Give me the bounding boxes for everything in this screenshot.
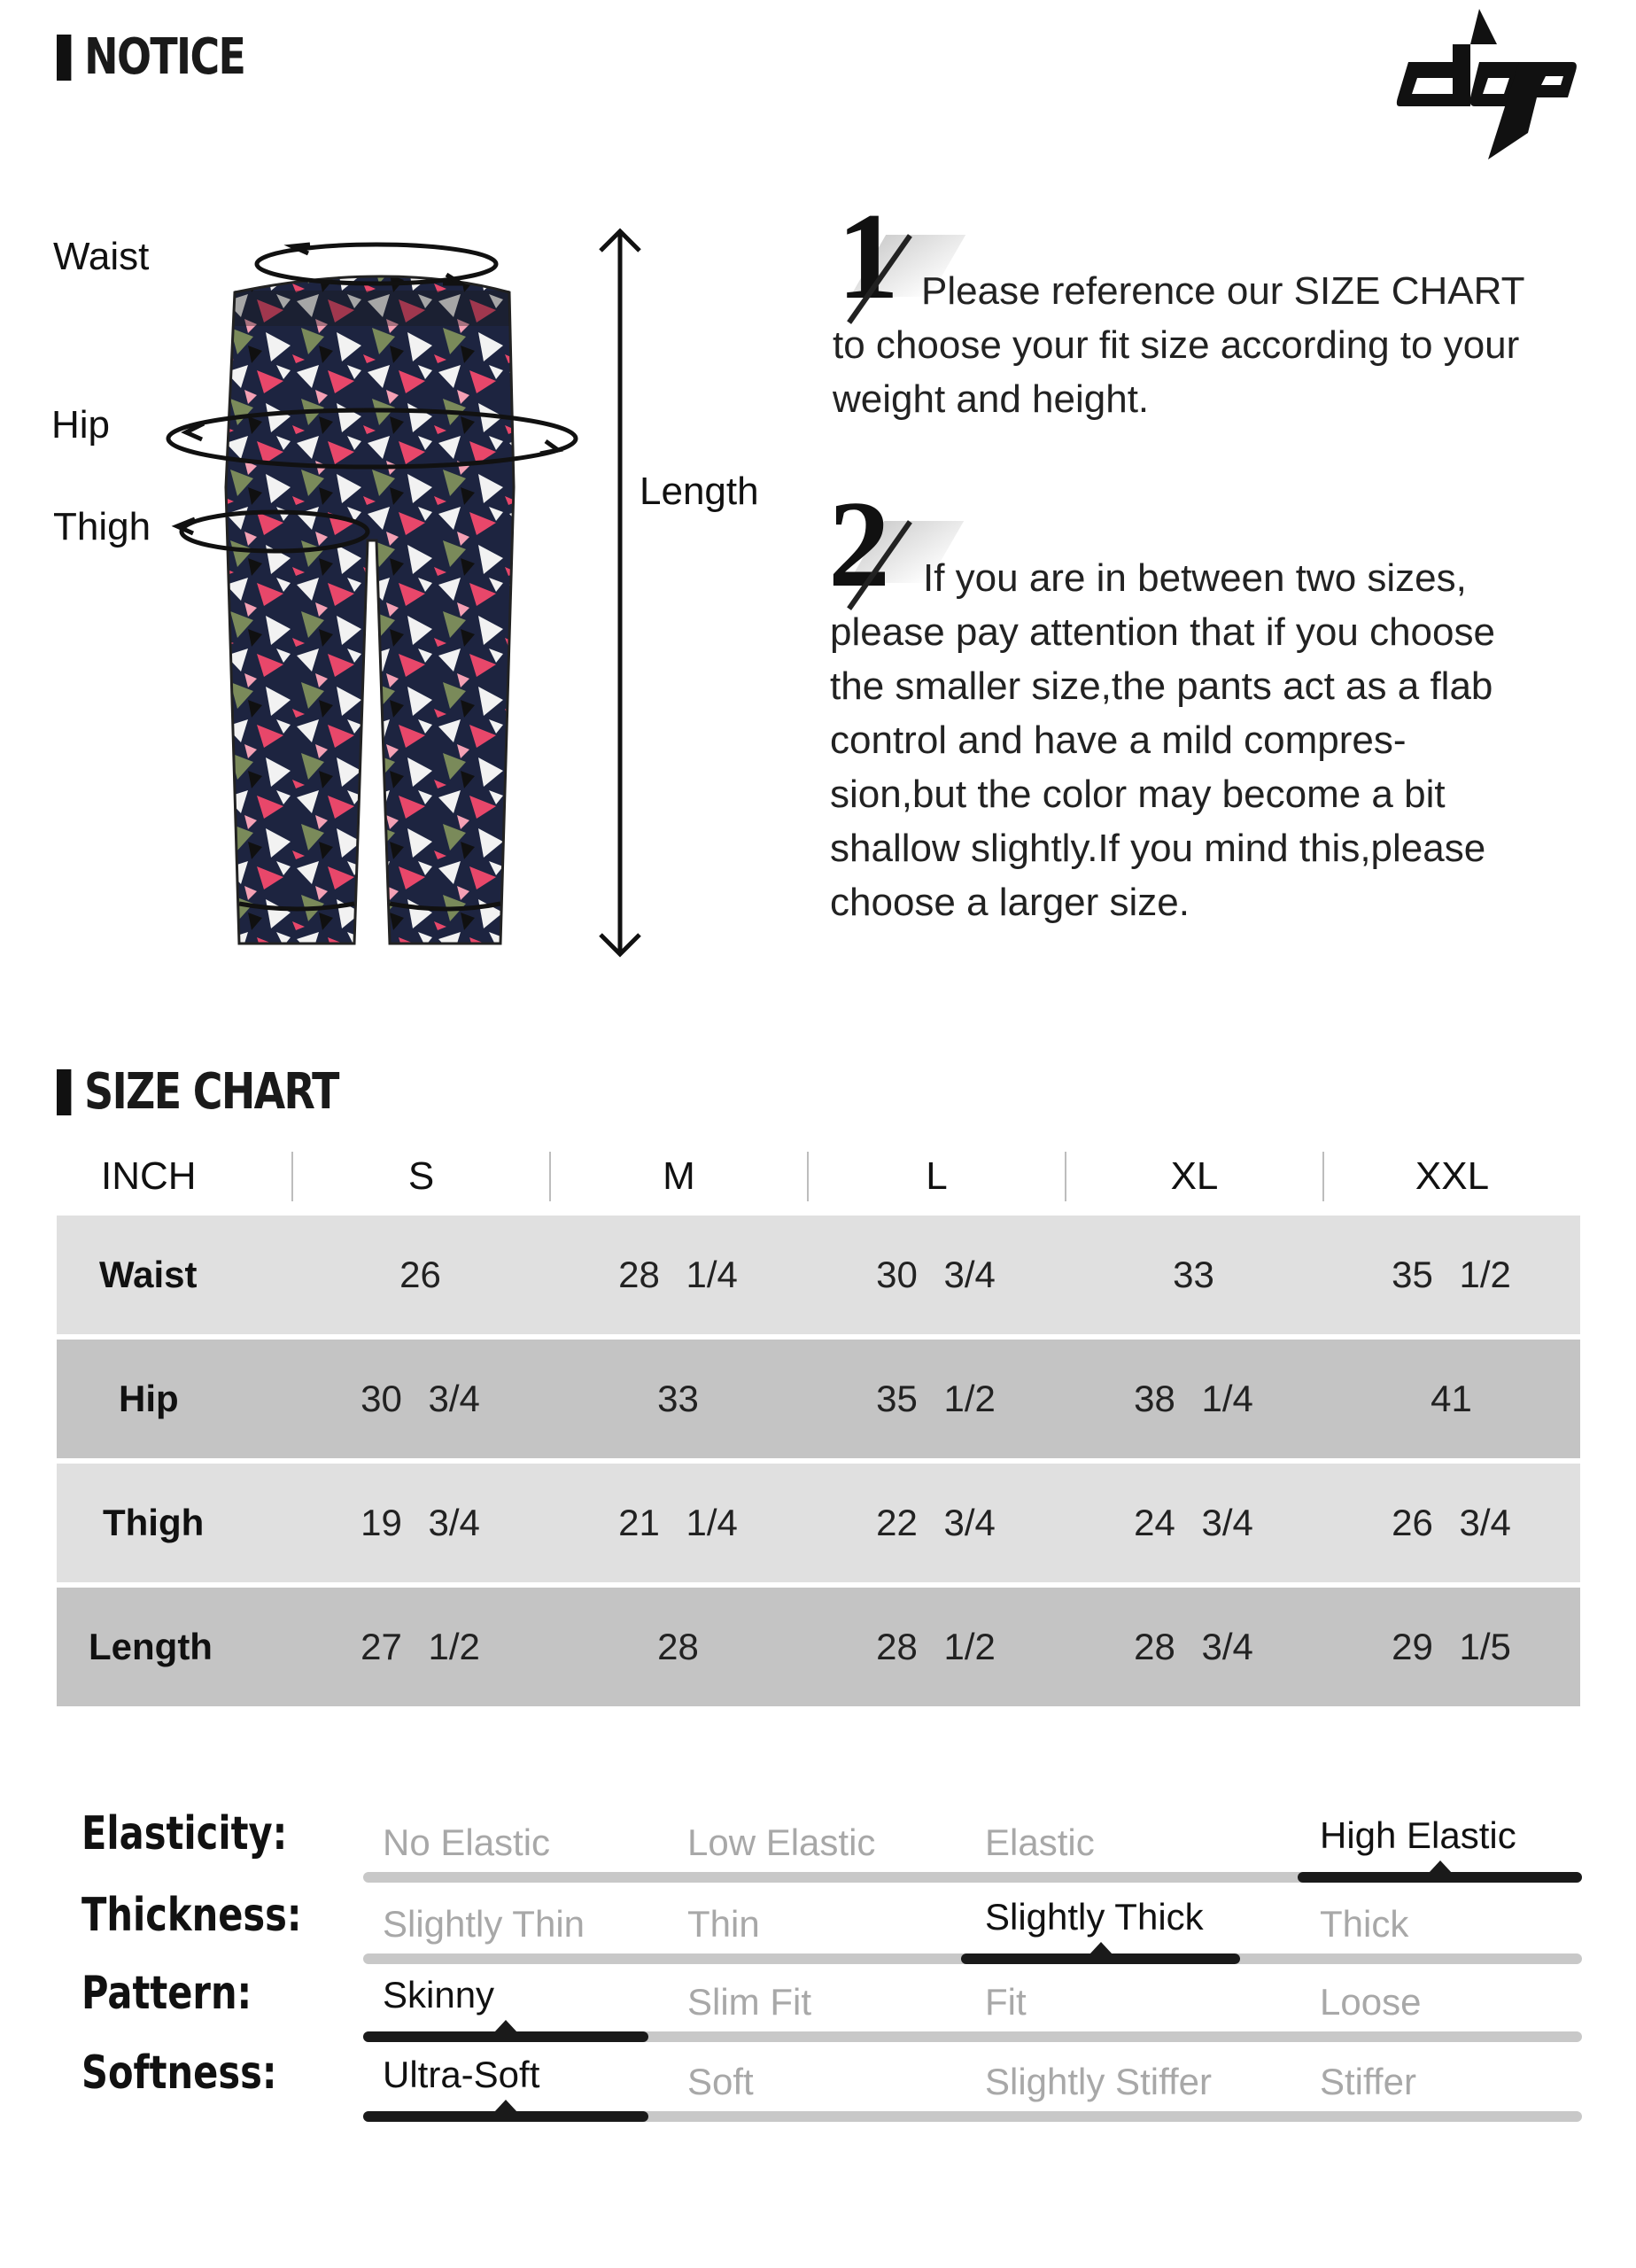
size-header-s: S <box>407 1154 435 1198</box>
attribute-marker-icon <box>1089 1942 1113 1954</box>
row-label: Waist <box>99 1254 198 1295</box>
table-cell: 35 1/2 <box>1392 1254 1511 1295</box>
attribute-option: Thick <box>1320 1903 1409 1945</box>
label-waist: Waist <box>53 235 150 278</box>
table-row-waist <box>57 1216 1580 1334</box>
table-cell: 28 3/4 <box>1134 1626 1253 1667</box>
row-label: Hip <box>119 1378 179 1419</box>
table-cell: 21 1/4 <box>618 1502 738 1543</box>
table-row-hip <box>57 1340 1580 1458</box>
leggings-diagram <box>151 221 611 966</box>
table-cell: 28 1/4 <box>618 1254 738 1295</box>
attribute-option: Stiffer <box>1320 2061 1416 2102</box>
table-cell: 29 1/5 <box>1392 1626 1511 1667</box>
note-1-number: 1 <box>837 188 899 325</box>
size-table <box>57 1143 1580 1706</box>
attribute-option: Loose <box>1320 1981 1422 2023</box>
attribute-option: Slightly Stiffer <box>985 2061 1212 2102</box>
dop-logo-icon <box>1391 9 1577 159</box>
note-2-text <box>830 551 1495 929</box>
attribute-option: Elastic <box>985 1821 1095 1863</box>
table-cell: 26 3/4 <box>1392 1502 1511 1543</box>
note-1-line: to choose your fit size according to your <box>833 323 1520 367</box>
attribute-label: Pattern: <box>81 1967 252 2020</box>
note-1-line: weight and height. <box>833 377 1150 421</box>
attribute-label: Elasticity: <box>81 1807 288 1860</box>
row-label: Thigh <box>103 1502 205 1543</box>
heading-bar <box>57 1069 71 1115</box>
row-label: Length <box>89 1626 213 1667</box>
size-table-header <box>57 1143 1580 1210</box>
table-cell: 22 3/4 <box>876 1502 996 1543</box>
attribute-label: Softness: <box>81 2047 277 2100</box>
attribute-label: Thickness: <box>81 1889 302 1942</box>
note-2-line: choose a larger size. <box>830 881 1190 924</box>
table-cell: 19 3/4 <box>361 1502 480 1543</box>
attribute-active-segment <box>961 1953 1240 1964</box>
table-cell: 35 1/2 <box>876 1378 996 1419</box>
table-cell: 28 1/2 <box>876 1626 996 1667</box>
table-cell: 27 1/2 <box>361 1626 480 1667</box>
attribute-active-segment <box>363 2031 648 2042</box>
table-row-thigh <box>57 1464 1580 1582</box>
attribute-option: Slightly Thin <box>383 1903 585 1945</box>
table-cell: 33 <box>657 1378 699 1419</box>
heading-bar <box>57 35 71 81</box>
label-hip: Hip <box>51 403 111 447</box>
note-2-line: shallow slightly.If you mind this,please <box>830 827 1486 870</box>
notice-heading-text: NOTICE <box>84 28 245 86</box>
attribute-marker-icon <box>1429 1860 1452 1873</box>
size-header-m: M <box>663 1154 695 1198</box>
notice-heading <box>57 28 244 86</box>
attribute-option: Skinny <box>383 1974 495 2016</box>
table-cell: 26 <box>399 1254 441 1295</box>
size-header-l: L <box>926 1154 948 1198</box>
table-cell: 30 3/4 <box>876 1254 996 1295</box>
size-chart-heading-text: SIZE CHART <box>84 1063 338 1121</box>
note-1-line: Please reference our SIZE CHART <box>921 269 1525 313</box>
note-1-text <box>833 264 1524 426</box>
note-2-line: sion,but the color may become a bit <box>830 773 1446 816</box>
table-cell: 30 3/4 <box>361 1378 480 1419</box>
table-cell: 41 <box>1431 1378 1472 1419</box>
attribute-option: No Elastic <box>383 1821 551 1863</box>
size-header-xl: XL <box>1170 1154 1219 1198</box>
table-cell: 24 3/4 <box>1134 1502 1253 1543</box>
attribute-option: Ultra-Soft <box>383 2054 540 2095</box>
attribute-option: Fit <box>985 1981 1027 2023</box>
note-2-number: 2 <box>828 476 890 613</box>
length-arrow-icon <box>593 226 647 961</box>
note-2-line: please pay attention that if you choose <box>830 610 1495 654</box>
note-2-line: If you are in between two sizes, <box>923 556 1467 600</box>
unit-header: INCH <box>101 1154 197 1198</box>
size-chart-heading <box>57 1063 338 1121</box>
table-cell: 33 <box>1173 1254 1214 1295</box>
attribute-active-segment <box>1298 1872 1582 1883</box>
table-cell: 28 <box>657 1626 699 1667</box>
attribute-option: Soft <box>687 2061 754 2102</box>
attribute-marker-icon <box>494 2100 517 2112</box>
attribute-option: Thin <box>687 1903 760 1945</box>
attribute-option: Slim Fit <box>687 1981 811 2023</box>
attribute-option: High Elastic <box>1320 1814 1516 1856</box>
size-header-xxl: XXL <box>1415 1154 1490 1198</box>
note-2-line: control and have a mild compres- <box>830 718 1407 762</box>
table-row-length <box>57 1588 1580 1706</box>
attribute-active-segment <box>363 2111 648 2122</box>
table-cell: 38 1/4 <box>1134 1378 1253 1419</box>
label-length: Length <box>640 470 759 513</box>
attribute-option: Low Elastic <box>687 1821 876 1863</box>
attribute-marker-icon <box>494 2020 517 2032</box>
note-2-line: the smaller size,the pants act as a flab <box>830 664 1493 708</box>
label-thigh: Thigh <box>53 505 151 548</box>
attribute-option: Slightly Thick <box>985 1896 1204 1938</box>
